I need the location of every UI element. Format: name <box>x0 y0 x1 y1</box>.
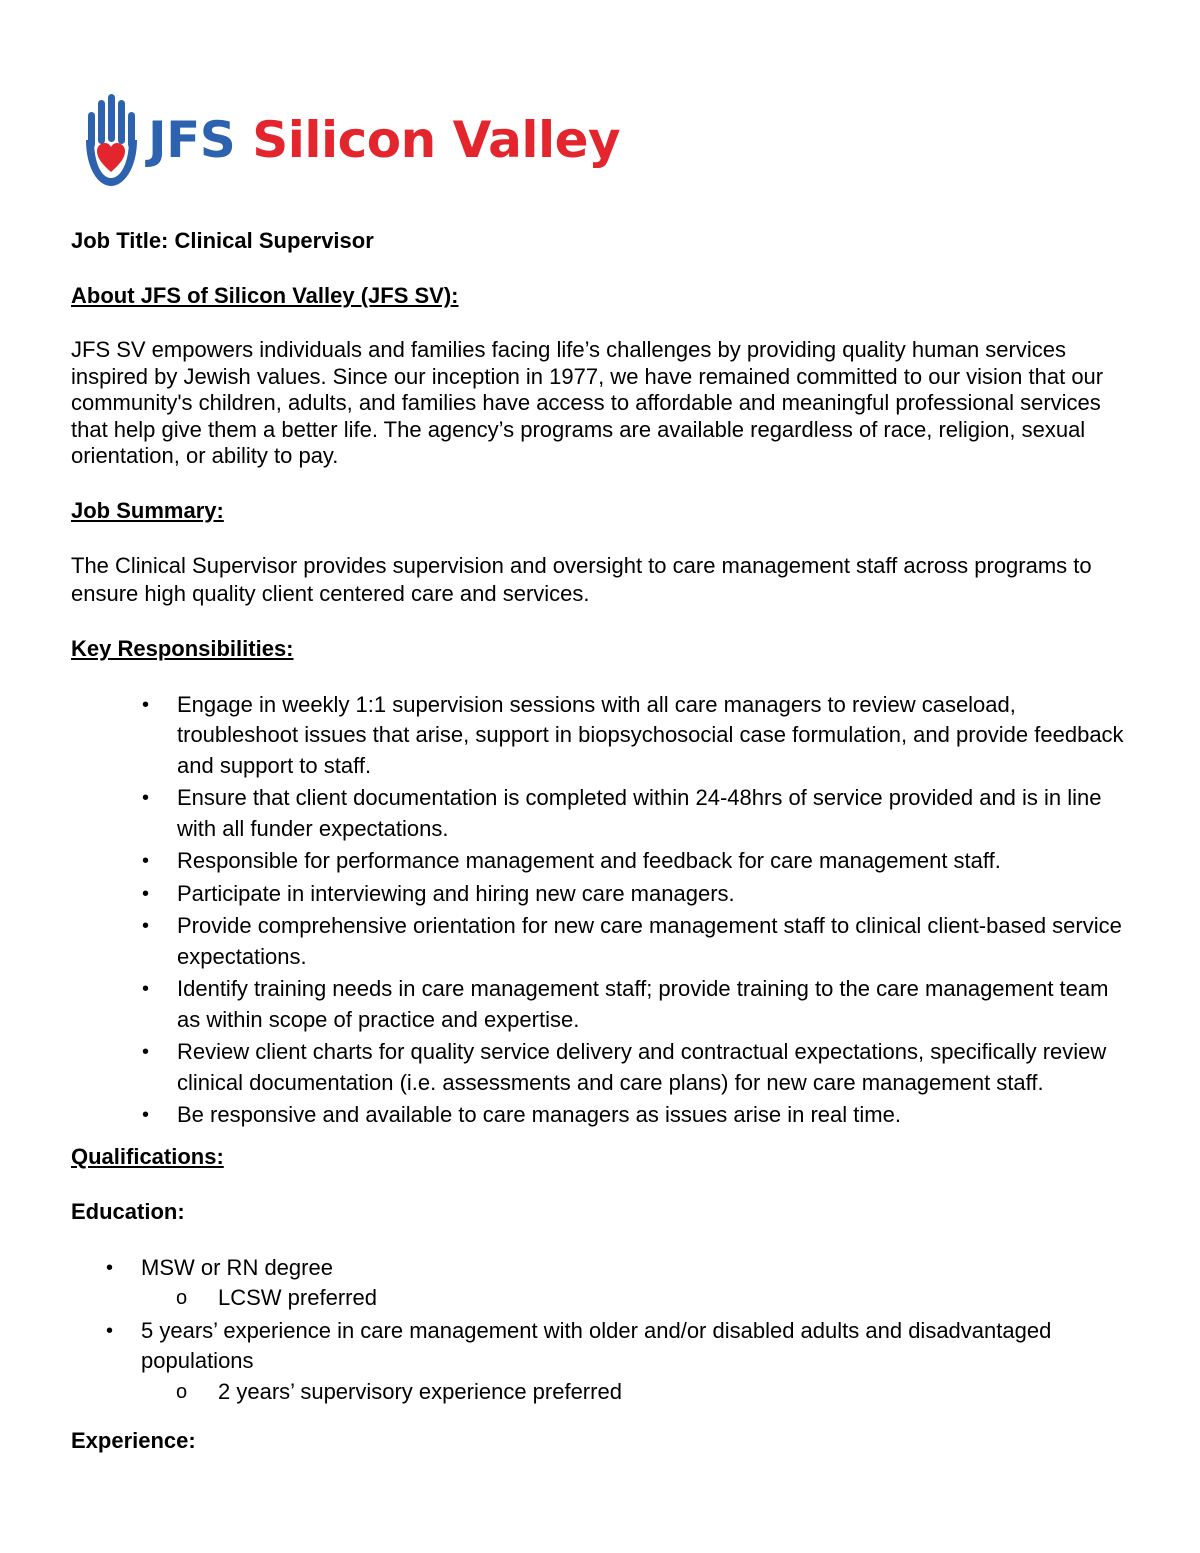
list-item-text: Engage in weekly 1:1 supervision sessions with all care managers to review caseload, troubleshoot issues that arise, support in biopsychosocial case formulation, and provide feedback and support to staff. <box>177 691 1124 778</box>
bullet: • <box>142 850 150 872</box>
list-item-text: Identify training needs in care management staff; provide training to the care management team as within scope of practice and expertise. <box>177 976 1109 1032</box>
list-item <box>142 1100 1131 1131</box>
sub-list-item <box>176 1283 1131 1314</box>
organization-name <box>148 111 621 169</box>
responsibilities-heading: Key Responsibilities: <box>71 635 294 661</box>
document-body <box>71 227 1131 1455</box>
list-item-text: 5 years’ experience in care management with older and/or disabled adults and disadvantaged populations <box>141 1317 1052 1373</box>
summary-heading: Job Summary: <box>71 497 224 523</box>
list-item-text: Be responsive and available to care managers as issues arise in real time. <box>177 1102 901 1127</box>
list-item <box>142 879 1131 910</box>
list-item-text: Participate in interviewing and hiring new care managers. <box>177 880 735 906</box>
list-item <box>106 1253 1131 1314</box>
list-item-text: Ensure that client documentation is completed within 24-48hrs of service provided and is in line with all funder expectations. <box>177 785 1102 841</box>
responsibilities-list <box>71 690 1131 1131</box>
bullet: • <box>142 1104 150 1126</box>
bullet: • <box>106 1319 114 1342</box>
bullet: • <box>142 693 150 716</box>
bullet: • <box>142 882 150 905</box>
hand-heart-icon <box>82 90 140 190</box>
job-title: Job Title: Clinical Supervisor <box>71 228 374 253</box>
list-item <box>142 690 1131 782</box>
education-list <box>71 1253 1131 1408</box>
list-item <box>142 846 1131 877</box>
bullet: • <box>142 1041 150 1063</box>
list-item <box>142 974 1131 1035</box>
experience-heading: Experience: <box>71 1428 196 1453</box>
list-item <box>142 1037 1131 1098</box>
organization-logo <box>82 88 620 192</box>
sub-list-item-text: LCSW preferred <box>218 1285 377 1310</box>
logo-text-jfs: JFS <box>148 111 236 169</box>
about-heading: About JFS of Silicon Valley (JFS SV): <box>71 283 459 308</box>
sub-bullet: o <box>176 1380 188 1403</box>
logo-text-silicon-valley: Silicon Valley <box>252 111 621 169</box>
list-item-text: MSW or RN degree <box>141 1254 333 1280</box>
sub-list-item-text: 2 years’ supervisory experience preferred <box>218 1378 622 1404</box>
list-item-text: Review client charts for quality service delivery and contractual expectations, specifically review clinical documentation (i.e. assessments and care plans) for new care management staff. <box>177 1039 1107 1095</box>
sub-list <box>141 1377 1131 1408</box>
bullet: • <box>142 915 150 937</box>
bullet: • <box>142 978 150 1000</box>
list-item <box>142 911 1131 972</box>
list-item-text: Provide comprehensive orientation for new care management staff to clinical client-based service expectations. <box>177 913 1122 969</box>
qualifications-heading: Qualifications: <box>71 1143 224 1169</box>
sub-bullet: o <box>176 1287 188 1309</box>
education-heading: Education: <box>71 1198 185 1224</box>
list-item <box>106 1316 1131 1408</box>
summary-paragraph: The Clinical Supervisor provides supervision and oversight to care management staff across programs to ensure high quality client centered care and services. <box>71 552 1092 606</box>
sub-list-item <box>176 1377 1131 1408</box>
list-item-text: Responsible for performance management and feedback for care management staff. <box>177 848 1001 873</box>
about-paragraph: JFS SV empowers individuals and families facing life’s challenges by providing quality human services inspired by Jewish values. Since our inception in 1977, we have remained committed to our vision that our community's children, adults, and families have access to affordable and meaningful professional services that help give them a better life. The agency’s programs are available regardless of race, religion, sexual orientation, or ability to pay. <box>71 337 1104 468</box>
bullet: • <box>142 787 150 809</box>
list-item <box>142 783 1131 844</box>
sub-list <box>141 1283 1131 1314</box>
bullet: • <box>106 1256 114 1279</box>
